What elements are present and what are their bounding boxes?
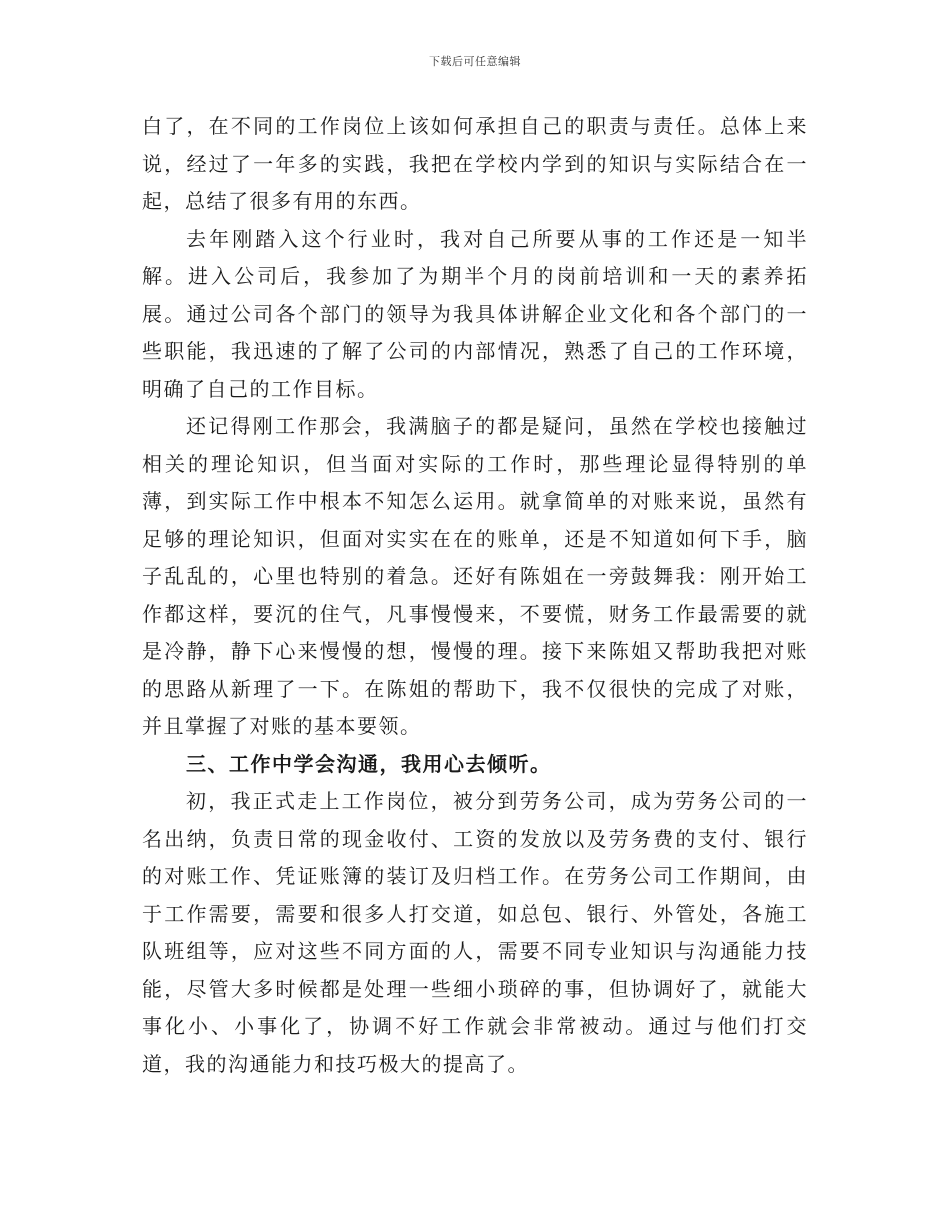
paragraph-onboarding: 去年刚踏入这个行业时，我对自己所要从事的工作还是一知半解。进入公司后，我参加了为期半个月的岗前培训和一天的素养拓展。通过公司各个部门的领导为我具体讲解企业文化和各个部门的一些职能，我迅速的了解了公司的内部情况，熟悉了自己的工作环境，明确了自己的工作目标。 [142, 226, 808, 401]
paragraph-early-work: 还记得刚工作那会，我满脑子的都是疑问，虽然在学校也接触过相关的理论知识，但当面对实际的工作时，那些理论显得特别的单薄，到实际工作中根本不知怎么运用。就拿简单的对账来说，虽然有足够的理论知识，但面对实实在在的账单，还是不知道如何下手，脑子乱乱的，心里也特别的着急。还好有陈姐在一旁鼓舞我：刚开始工作都这样，要沉的住气，凡事慢慢来，不要慌，财务工作最需要的就是冷静，静下心来慢慢的想，慢慢的理。接下来陈姐又帮助我把对账的思路从新理了一下。在陈姐的帮助下，我不仅很快的完成了对账，并且掌握了对账的基本要领。 [142, 414, 808, 738]
section-heading: 三、工作中学会沟通，我用心去倾听。 [186, 751, 552, 776]
document-body [142, 108, 808, 1083]
page-header: 下载后可任意编辑 [429, 55, 521, 68]
paragraph-communication: 初，我正式走上工作岗位，被分到劳务公司，成为劳务公司的一名出纳，负责日常的现金收付、工资的发放以及劳务费的支付、银行的对账工作、凭证账簿的装订及归档工作。在劳务公司工作期间，由于工作需要，需要和很多人打交道，如总包、银行、外管处，各施工队班组等，应对这些不同方面的人，需要不同专业知识与沟通能力技能，尽管大多时候都是处理一些细小琐碎的事，但协调好了，就能大事化小、小事化了，协调不好工作就会非常被动。通过与他们打交道，我的沟通能力和技巧极大的提高了。 [142, 789, 808, 1076]
paragraph-continuation: 白了，在不同的工作岗位上该如何承担自己的职责与责任。总体上来说，经过了一年多的实践，我把在学校内学到的知识与实际结合在一起，总结了很多有用的东西。 [142, 114, 808, 213]
